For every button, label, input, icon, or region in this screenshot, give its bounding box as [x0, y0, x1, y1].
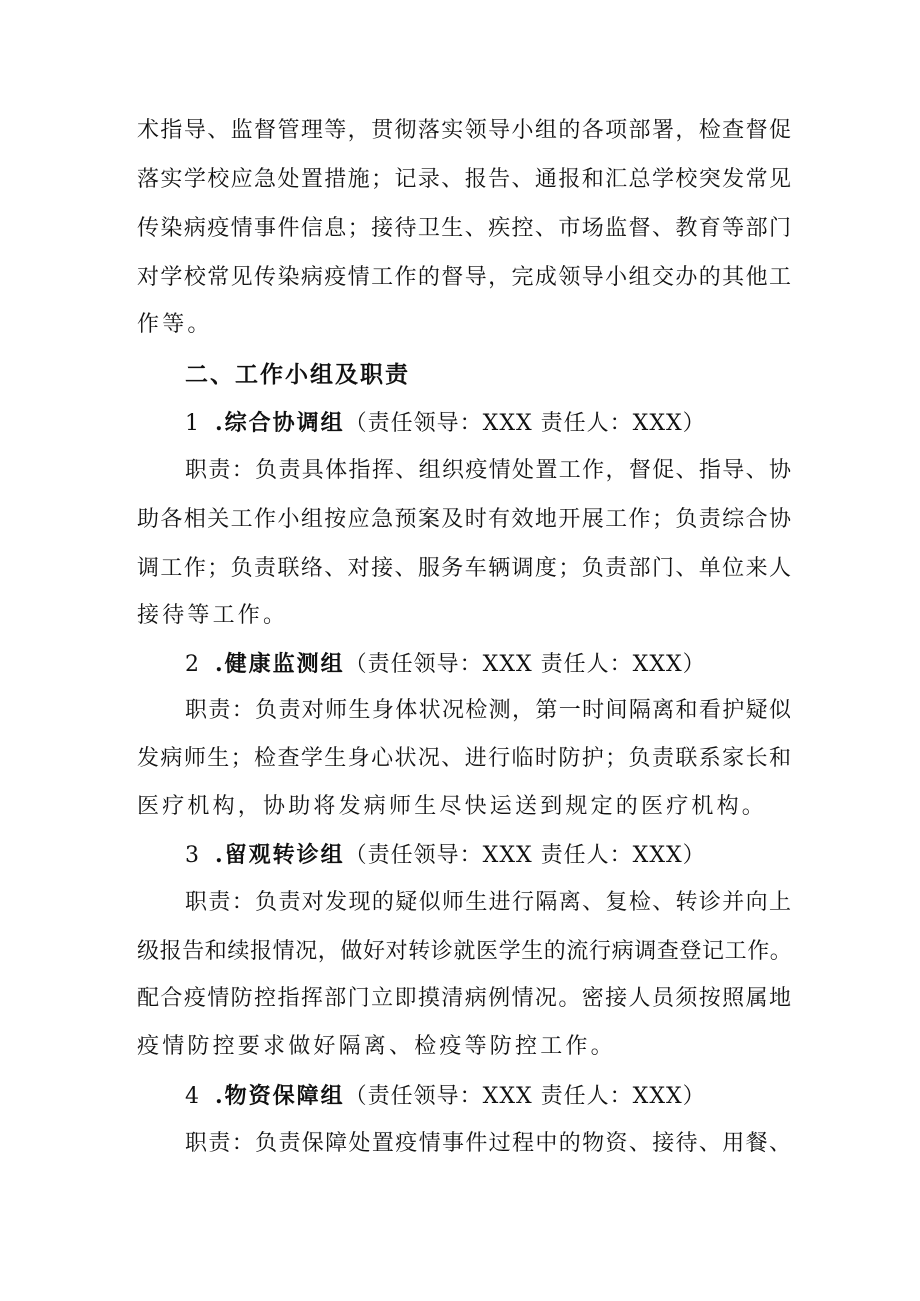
group-2-number: 2: [185, 652, 199, 677]
group-2-duty-line-2: 发病师生；检查学生身心状况、进行临时防护；负责联系家长和: [137, 746, 791, 771]
group-1-heading: [185, 403, 920, 443]
group-4-duty-line-1: 职责：负责保障处置疫情事件过程中的物资、接待、用餐、: [185, 1131, 791, 1156]
group-3-duty-line-4: 疫情防控要求做好隔离、检疫等防控工作。: [137, 1034, 616, 1059]
intro-line-1: 术指导、监督管理等，贯彻落实领导小组的各项部署，检查督促: [137, 118, 791, 143]
section-heading: 二、工作小组及职责: [185, 362, 410, 388]
group-4-title: .物资保障组: [215, 1083, 345, 1109]
group-1-duty-line-3: 调工作；负责联络、对接、服务车辆调度；负责部门、单位来人: [137, 556, 791, 581]
group-3-number: 3: [185, 843, 199, 868]
group-1-leaders: （责任领导：XXX 责任人：XXX）: [344, 411, 706, 436]
group-2-leaders: （责任领导：XXX 责任人：XXX）: [344, 652, 706, 677]
intro-line-5: 作等。: [137, 312, 213, 337]
group-1-title: .综合协调组: [215, 410, 345, 436]
group-1-number: 1: [185, 411, 199, 436]
group-2-title: .健康监测组: [215, 651, 345, 677]
intro-line-2: 落实学校应急处置措施；记录、报告、通报和汇总学校突发常见: [137, 167, 791, 192]
intro-line-3: 传染病疫情事件信息；接待卫生、疾控、市场监督、教育等部门: [137, 216, 791, 241]
group-2-heading: [185, 644, 920, 684]
group-3-heading: [185, 835, 920, 875]
group-2-duty-line-3: 医疗机构，协助将发病师生尽快运送到规定的医疗机构。: [137, 794, 768, 819]
group-3-duty-line-2: 级报告和续报情况，做好对转诊就医学生的流行病调查登记工作。: [137, 939, 793, 964]
group-4-heading: [185, 1076, 920, 1116]
intro-line-4: 对学校常见传染病疫情工作的督导，完成领导小组交办的其他工: [137, 265, 791, 290]
group-1-duty-line-4: 接待等工作。: [137, 603, 289, 628]
group-1-duty-line-2: 助各相关工作小组按应急预案及时有效地开展工作；负责综合协: [137, 507, 791, 532]
group-4-number: 4: [185, 1084, 199, 1109]
group-3-duty-line-3: 配合疫情防控指挥部门立即摸清病例情况。密接人员须按照属地: [137, 986, 791, 1011]
group-2-duty-line-1: 职责：负责对师生身体状况检测，第一时间隔离和看护疑似: [185, 698, 791, 723]
group-3-title: .留观转诊组: [215, 842, 345, 868]
group-3-leaders: （责任领导：XXX 责任人：XXX）: [344, 843, 706, 868]
group-4-leaders: （责任领导：XXX 责任人：XXX）: [344, 1084, 706, 1109]
group-1-duty-line-1: 职责：负责具体指挥、组织疫情处置工作，督促、指导、协: [185, 458, 791, 483]
group-3-duty-line-1: 职责：负责对发现的疑似师生进行隔离、复检、转诊并向上: [185, 890, 791, 915]
